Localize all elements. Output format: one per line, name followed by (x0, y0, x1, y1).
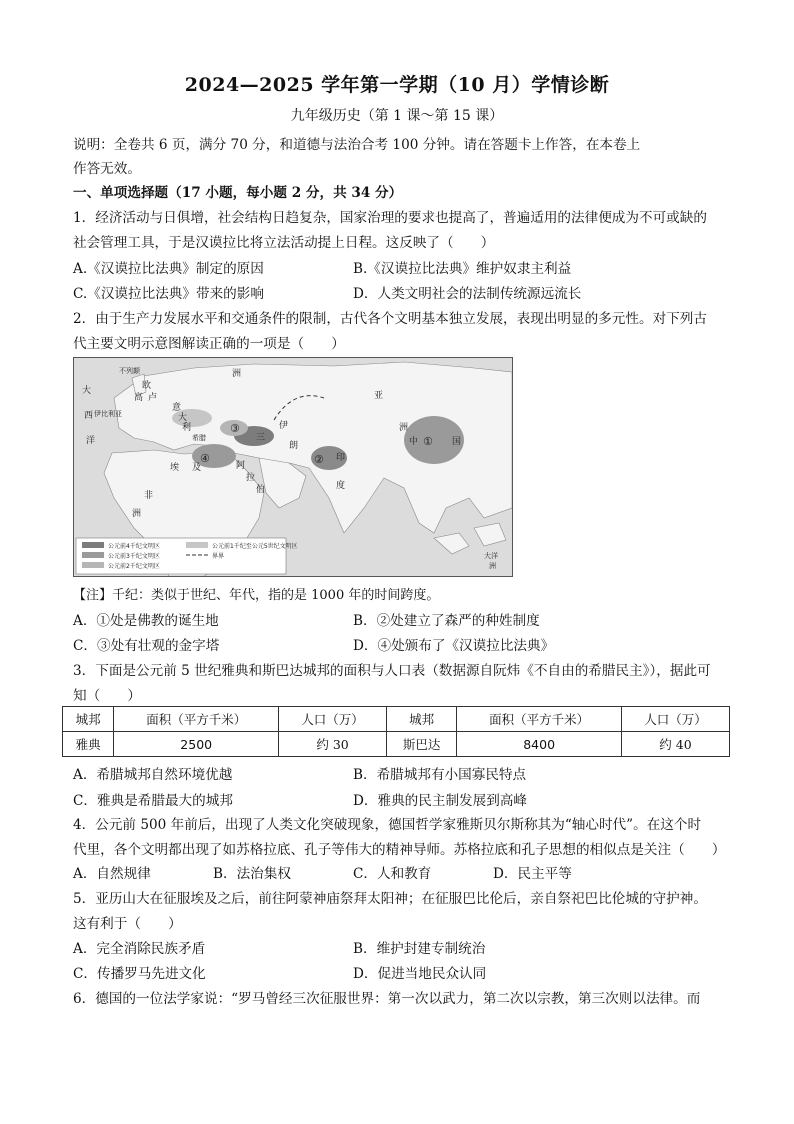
q1-option-c[interactable]: C.《汉谟拉比法典》带来的影响 (73, 286, 264, 302)
q2-stem-line-2: 代主要文明示意图解读正确的一项是（ ） (73, 336, 345, 352)
q4-option-a[interactable]: A．自然规律 (73, 866, 151, 882)
q2-option-d[interactable]: D．④处颁布了《汉谟拉比法典》 (353, 638, 555, 654)
table-header-cell: 面积（平方千米） (114, 707, 279, 732)
map-graphic (74, 358, 512, 576)
map-label-29: 洲 (489, 562, 496, 570)
map-label-6: 卢 (148, 393, 158, 403)
map-label-27: 洲 (399, 423, 409, 433)
q3-stem-line-2: 知（ ） (73, 688, 141, 704)
map-label-11: 洲 (232, 369, 242, 379)
q4-stem-line-2: 代里，各个文明都出现了如苏格拉底、孔子等伟大的精神导师。苏格拉底和孔子思想的相似点是关注（ ） (73, 842, 726, 858)
table-header-cell: 人口（万） (279, 707, 387, 732)
map-label-2: 洋 (86, 436, 96, 446)
map-label-15: 朗 (289, 441, 299, 451)
map-label-12: 希腊 (192, 434, 206, 442)
q2-option-a[interactable]: A．①处是佛教的诞生地 (73, 613, 219, 629)
q3-option-d[interactable]: D．雅典的民主制发展到高峰 (353, 793, 528, 809)
q3-option-a[interactable]: A．希腊城邦自然环境优越 (73, 767, 233, 783)
q4-option-b[interactable]: B．法治集权 (213, 866, 291, 882)
table-cell: 雅典 (63, 732, 114, 757)
legend-item-3: 公元前2千纪文明区 (108, 563, 160, 570)
legend-item-5: 界界 (212, 553, 225, 560)
map-label-0: 大 (82, 386, 92, 396)
table-header-cell: 人口（万） (621, 707, 729, 732)
map-label-10: 利 (182, 423, 192, 433)
map-label-4: 欧 (142, 381, 152, 391)
q4-stem-line-1: 4．公元前 500 年前后，出现了人类文化突破现象，德国哲学家雅斯贝尔斯称其为“轴心时代”。在这个时 (73, 817, 702, 833)
q5-option-b[interactable]: B．维护封建专制统治 (353, 941, 486, 957)
instructions-line-1: 说明：全卷共 6 页，满分 70 分，和道德与法治合考 100 分钟。请在答题卡上作答，在本卷上 (73, 137, 641, 153)
q5-option-d[interactable]: D．促进当地民众认同 (353, 966, 487, 982)
table-cell: 约 30 (279, 732, 387, 757)
q5-stem-line-2: 这有利于（ ） (73, 916, 182, 932)
map-label-13: 三 (256, 433, 266, 443)
table-header-cell: 城邦 (387, 707, 457, 732)
map-label-7: 伊比利亚 (94, 410, 122, 418)
table-header-cell: 面积（平方千米） (457, 707, 622, 732)
table-cell: 2500 (114, 732, 279, 757)
q2-option-c[interactable]: C．③处有壮观的金字塔 (73, 638, 220, 654)
table-cell: 约 40 (621, 732, 729, 757)
map-label-18: 阿 (236, 461, 246, 471)
ancient-civilizations-map (73, 357, 513, 577)
map-label-25: 国 (452, 437, 462, 447)
table-cell: 8400 (457, 732, 622, 757)
q4-option-d[interactable]: D．民主平等 (493, 866, 572, 882)
q3-option-b[interactable]: B．希腊城邦有小国寡民特点 (353, 767, 527, 783)
q5-option-c[interactable]: C．传播罗马先进文化 (73, 966, 206, 982)
map-label-20: 伯 (256, 485, 266, 495)
map-label-5: 高 (134, 393, 144, 403)
q4-option-c[interactable]: C．人和教育 (353, 866, 432, 882)
q2-note: 【注】千纪：类似于世纪、年代，指的是 1000 年的时间跨度。 (73, 588, 440, 603)
exam-subtitle: 九年级历史（第 1 课～第 15 课） (290, 108, 504, 124)
map-label-9: 大 (178, 413, 188, 423)
legend-item-2: 公元前3千纪文明区 (108, 553, 160, 560)
legend-item-1: 公元前4千纪文明区 (108, 543, 160, 550)
map-label-24: 中 (409, 437, 419, 447)
map-marker-1: ① (423, 435, 433, 448)
exam-title: 2024—2025 学年第一学期（10 月）学情诊断 (184, 74, 610, 96)
map-label-26: 亚 (374, 391, 384, 401)
q3-stem-line-1: 3．下面是公元前 5 世纪雅典和斯巴达城邦的面积与人口表（数据源自阮炜《不自由的希腊民主》），据此可 (73, 663, 711, 679)
q3-option-c[interactable]: C．雅典是希腊最大的城邦 (73, 793, 233, 809)
map-label-3: 不列颠 (119, 367, 140, 375)
map-label-21: 非 (144, 491, 154, 501)
q2-option-b[interactable]: B．②处建立了森严的种姓制度 (353, 613, 540, 629)
map-label-23: 度 (336, 481, 346, 491)
map-label-1: 西 (84, 411, 94, 421)
map-marker-2: ② (314, 453, 324, 466)
map-label-8: 意 (172, 403, 182, 413)
legend-item-4: 公元前1千纪至公元5世纪文明区 (212, 543, 298, 550)
q1-option-b[interactable]: B.《汉谟拉比法典》维护奴隶主利益 (353, 261, 572, 277)
table-row (63, 732, 730, 757)
map-label-17: 及 (192, 463, 202, 473)
table-header-row (63, 707, 730, 732)
map-marker-3: ③ (230, 422, 240, 435)
map-label-22: 印 (336, 453, 346, 463)
map-label-16: 埃 (170, 463, 180, 473)
city-state-table (62, 706, 730, 757)
map-label-30: 洲 (132, 509, 142, 519)
section-heading: 一、单项选择题（17 小题，每小题 2 分，共 34 分） (73, 185, 403, 201)
q1-option-d[interactable]: D．人类文明社会的法制传统源远流长 (353, 286, 582, 302)
map-marker-4: ④ (200, 452, 210, 465)
table-header-cell: 城邦 (63, 707, 114, 732)
q1-stem-line-1: 1．经济活动与日俱增，社会结构日趋复杂，国家治理的要求也提高了，普遍适用的法律便成为不可或缺的 (73, 210, 707, 226)
map-label-14: 伊 (279, 421, 289, 431)
q5-stem-line-1: 5．亚历山大在征服埃及之后，前往阿蒙神庙祭拜太阳神；在征服巴比伦后，亲自祭祀巴比伦城的守护神。 (73, 891, 707, 907)
map-label-28: 大洋 (484, 552, 498, 560)
instructions-line-2: 作答无效。 (73, 161, 141, 177)
table-cell: 斯巴达 (387, 732, 457, 757)
q2-stem-line-1: 2．由于生产力发展水平和交通条件的限制，古代各个文明基本独立发展，表现出明显的多元性。对下列古 (73, 311, 707, 327)
q1-option-a[interactable]: A.《汉谟拉比法典》制定的原因 (73, 261, 264, 277)
map-label-19: 拉 (246, 473, 256, 483)
q1-stem-line-2: 社会管理工具，于是汉谟拉比将立法活动提上日程。这反映了（ ） (73, 235, 495, 251)
q5-option-a[interactable]: A．完全消除民族矛盾 (73, 941, 206, 957)
q6-stem-line-1: 6．德国的一位法学家说：“罗马曾经三次征服世界：第一次以武力，第二次以宗教，第三次则以法律。而 (73, 991, 701, 1007)
